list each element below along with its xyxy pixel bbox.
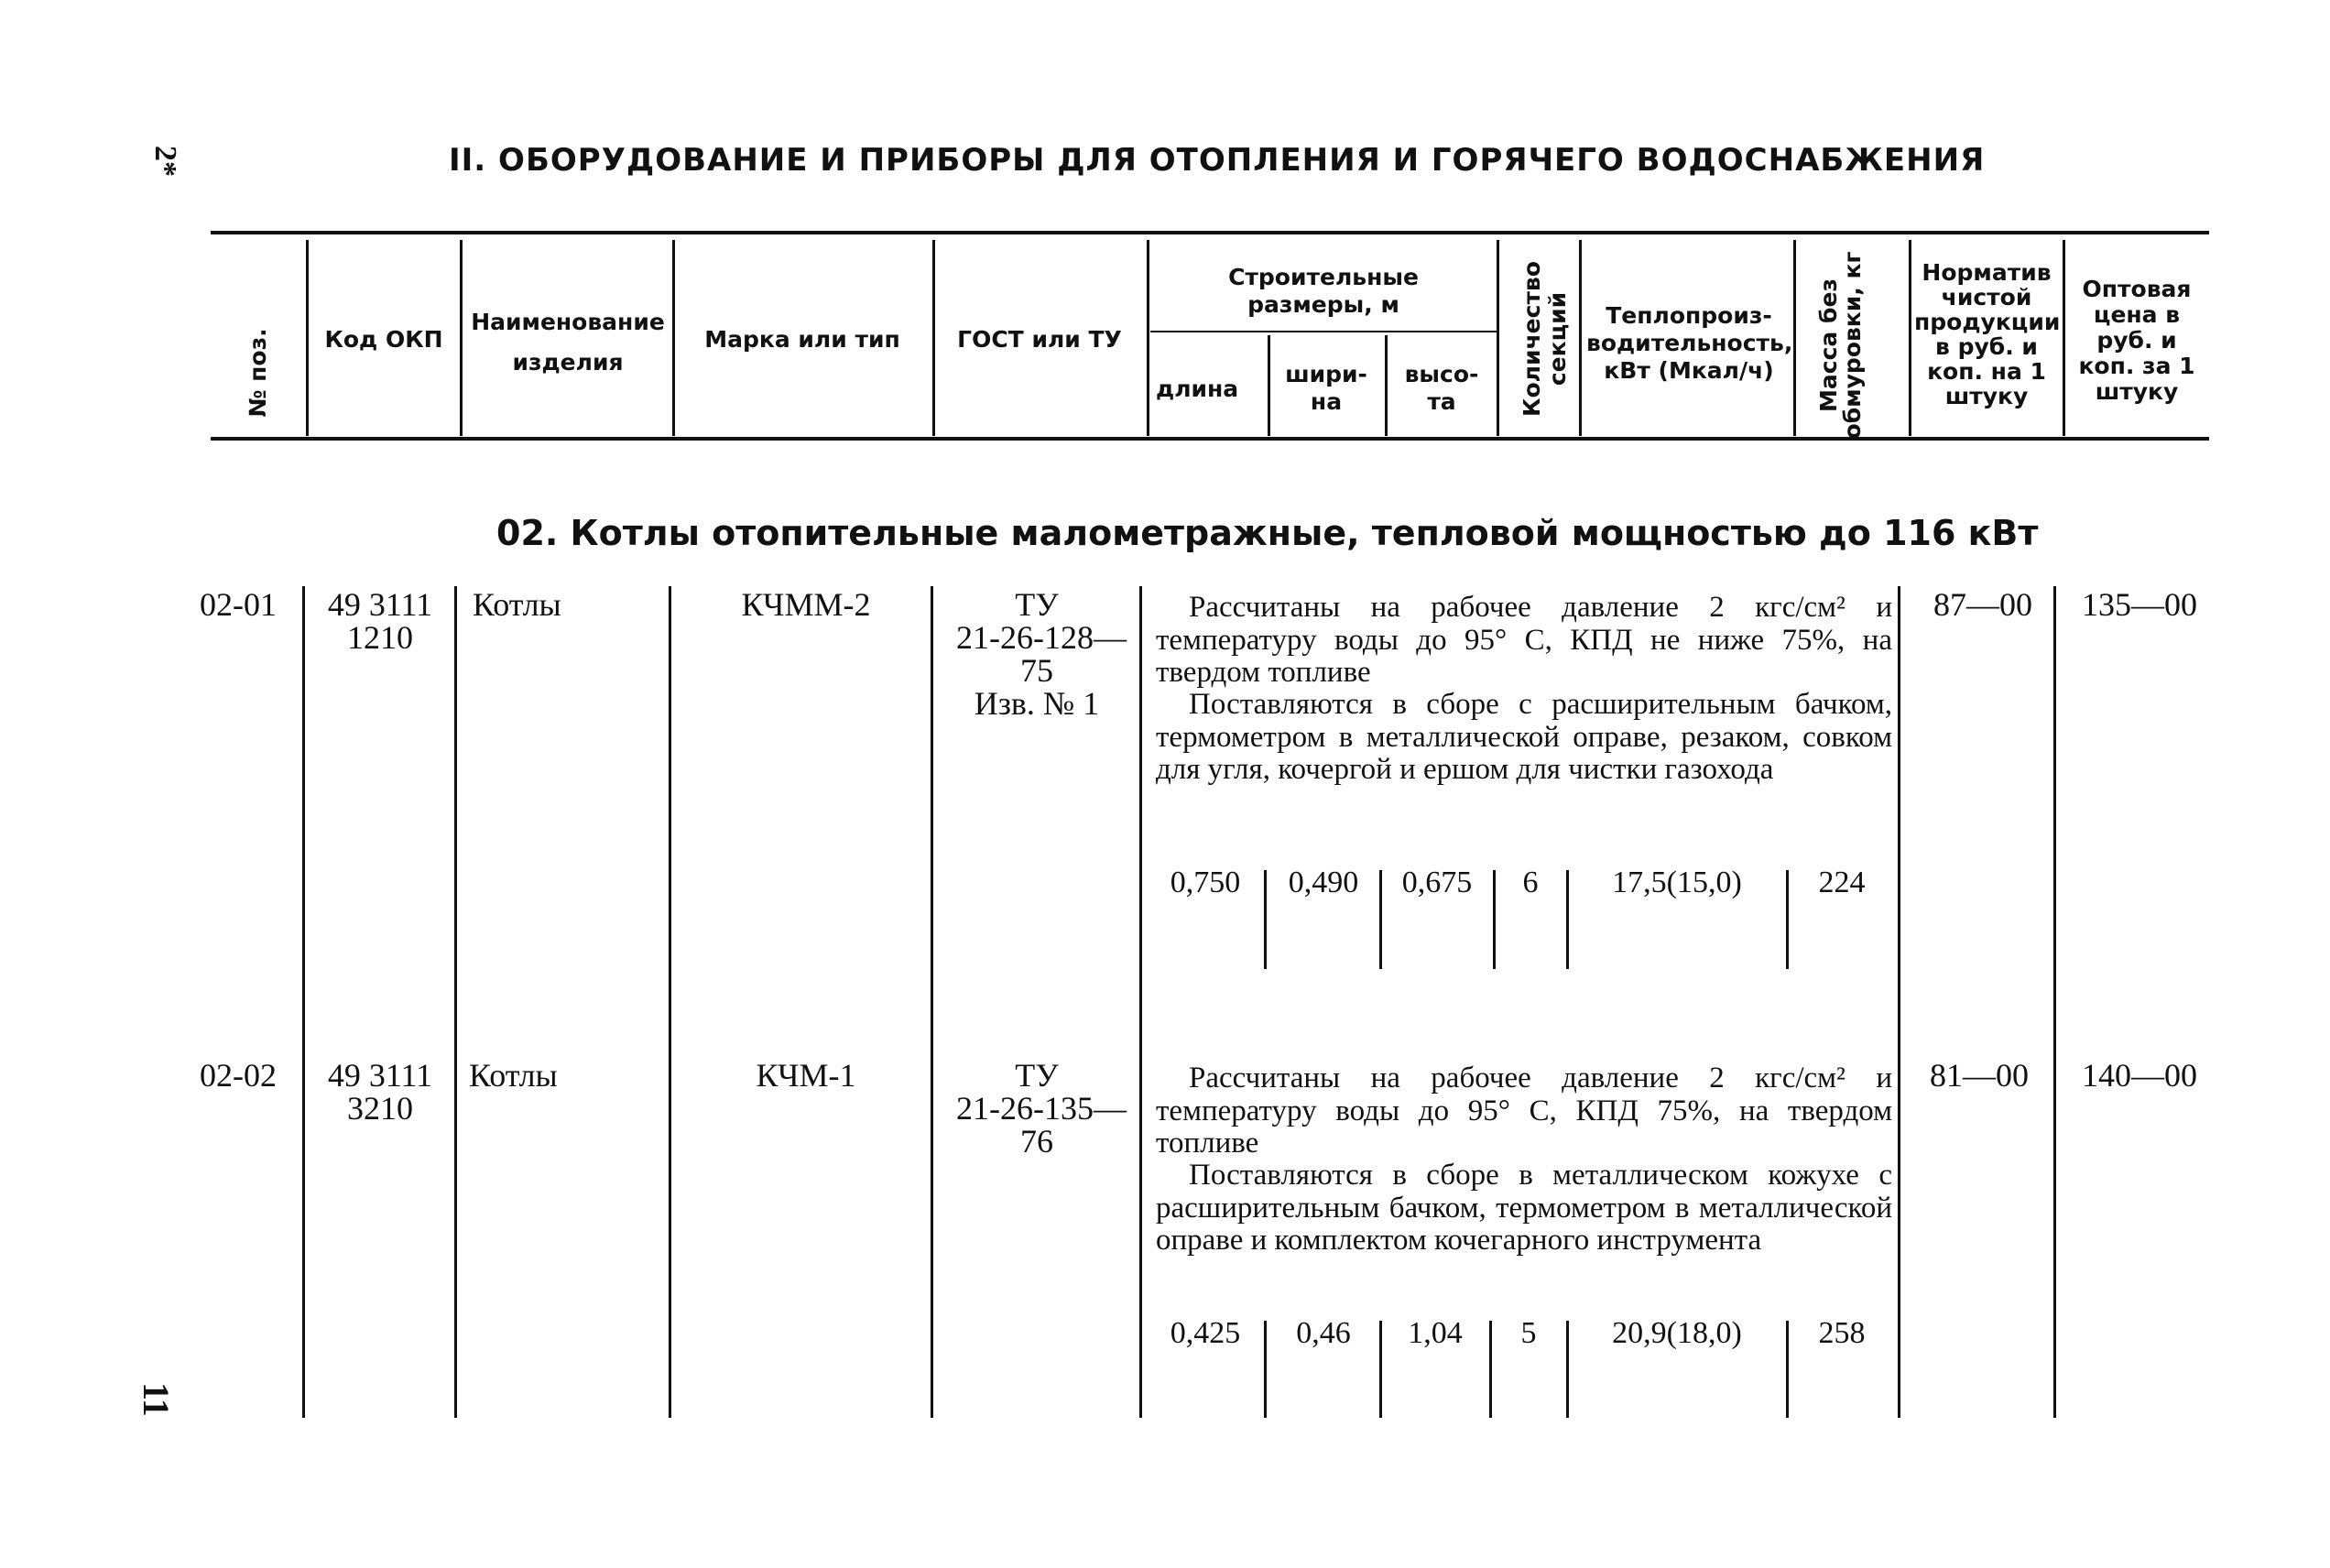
row2-gost-line1: ТУ <box>1015 1057 1059 1094</box>
spec-divider <box>1264 1321 1267 1418</box>
row1-desc-p2: Поставляются в сборе с расширительным бачком, термометром в металлической оправе, резаком, совком для угля, кочергой и ершом для чистки газохода <box>1156 688 1892 786</box>
header-divider <box>1793 240 1796 436</box>
header-divider <box>306 240 309 436</box>
header-pos-no: № поз. <box>245 328 271 418</box>
header-sections: Количество секций <box>1519 261 1571 417</box>
header-item-name: Наименование изделия <box>471 309 665 376</box>
row1-gost-line4: Изв. № 1 <box>974 685 1100 722</box>
section-title: II. ОБОРУДОВАНИЕ И ПРИБОРЫ ДЛЯ ОТОПЛЕНИЯ И ГОРЯЧЕГО ВОДОСНАБЖЕНИЯ <box>449 142 1986 179</box>
row2-length: 0,425 <box>1170 1316 1241 1350</box>
spec-divider <box>1493 870 1496 969</box>
header-divider <box>1579 240 1582 436</box>
row1-sections: 6 <box>1522 866 1539 899</box>
row1-price: 135—00 <box>2082 586 2197 623</box>
spec-divider <box>1566 1321 1569 1418</box>
body-divider <box>302 586 305 1418</box>
row1-heat-output: 17,5(15,0) <box>1612 866 1742 899</box>
header-net-output-norm: Норматив чистой продукции в руб. и коп. на 1 штуку <box>1914 259 2061 409</box>
corner-mark: 2* <box>148 146 182 177</box>
row2-heat-output: 20,9(18,0) <box>1612 1316 1742 1350</box>
body-divider <box>1898 586 1900 1418</box>
body-divider <box>1139 586 1142 1418</box>
body-divider <box>454 586 457 1418</box>
header-top-rule <box>211 231 2209 234</box>
spec-divider <box>1264 870 1267 969</box>
subsection-title: 02. Котлы отопительные малометражные, тепловой мощностью до 116 кВт <box>496 513 2039 553</box>
row2-height: 1,04 <box>1408 1316 1463 1350</box>
row2-okp-line1: 49 3111 <box>327 1057 433 1094</box>
spec-divider <box>1489 1321 1492 1418</box>
row1-okp-line1: 49 3111 <box>327 586 433 623</box>
header-divider <box>672 240 675 436</box>
spec-divider <box>1566 870 1569 969</box>
header-divider <box>1497 240 1499 436</box>
row1-desc-p1: Рассчитаны на рабочее давление 2 кгс/см² и температуру воды до 95° С, КПД не ниже 75%, на твердом топливе <box>1156 591 1892 689</box>
dimensions-subrule <box>1150 331 1497 332</box>
spec-divider <box>1379 870 1382 969</box>
header-bottom-rule <box>211 437 2209 441</box>
row2-desc-p1: Рассчитаны на рабочее давление 2 кгс/см² и температуру воды до 95° С, КПД 75%, на твердом топливе <box>1156 1062 1892 1160</box>
row1-mass: 224 <box>1818 866 1866 899</box>
header-okp-code: Код ОКП <box>324 326 443 353</box>
header-divider <box>1268 335 1270 436</box>
row1-pos: 02-01 <box>200 586 277 623</box>
row1-gost-line1: ТУ <box>1015 586 1059 623</box>
body-divider <box>2053 586 2056 1418</box>
row2-name: Котлы <box>469 1057 558 1094</box>
header-length: длина <box>1156 376 1239 402</box>
spec-divider <box>1379 1321 1382 1418</box>
header-brand-type: Марка или тип <box>704 326 900 353</box>
row2-okp-line2: 3210 <box>347 1090 413 1127</box>
header-divider <box>1909 240 1911 436</box>
row2-brand: КЧМ-1 <box>756 1057 856 1094</box>
row2-norm: 81—00 <box>1930 1057 2029 1094</box>
spec-divider <box>1786 870 1789 969</box>
header-gost-tu: ГОСТ или ТУ <box>957 326 1122 353</box>
row2-price: 140—00 <box>2082 1057 2197 1094</box>
header-dimensions: Строительные размеры, м <box>1228 264 1419 318</box>
page-number: 11 <box>136 1382 177 1417</box>
row2-gost-line3: 76 <box>1020 1123 1053 1160</box>
row1-brand: КЧММ-2 <box>741 586 871 623</box>
header-heat-output: Теплопроиз-водительность, кВт (Мкал/ч) <box>1586 302 1793 384</box>
row2-sections: 5 <box>1520 1316 1537 1350</box>
row1-norm: 87—00 <box>1933 586 2032 623</box>
row2-pos: 02-02 <box>200 1057 277 1094</box>
row2-gost-line2: 21-26-135— <box>956 1090 1127 1127</box>
row1-height: 0,675 <box>1401 866 1473 899</box>
body-divider <box>931 586 933 1418</box>
row2-width: 0,46 <box>1296 1316 1351 1350</box>
header-divider <box>460 240 463 436</box>
header-divider <box>932 240 935 436</box>
header-divider <box>1147 240 1149 436</box>
header-width: шири-на <box>1285 361 1367 415</box>
header-wholesale-price: Оптовая цена в руб. и коп. за 1 штуку <box>2078 276 2195 405</box>
row1-gost-line2: 21-26-128— <box>956 619 1127 656</box>
header-divider <box>1385 335 1388 436</box>
header-mass: Масса без обмуровки, кг <box>1815 251 1866 440</box>
header-height: высо-та <box>1404 361 1479 415</box>
header-divider <box>2063 240 2065 436</box>
row1-length: 0,750 <box>1170 866 1241 899</box>
row1-name: Котлы <box>473 586 561 623</box>
row2-mass: 258 <box>1818 1316 1866 1350</box>
spec-divider <box>1786 1321 1789 1418</box>
row1-width: 0,490 <box>1288 866 1359 899</box>
row1-gost-line3: 75 <box>1020 652 1053 689</box>
row1-okp-line2: 1210 <box>347 619 413 656</box>
row2-desc-p2: Поставляются в сборе в металлическом кожухе с расширительным бачком, термометром в металлической оправе и комплектом кочегарного инструмента <box>1156 1159 1892 1257</box>
body-divider <box>669 586 671 1418</box>
